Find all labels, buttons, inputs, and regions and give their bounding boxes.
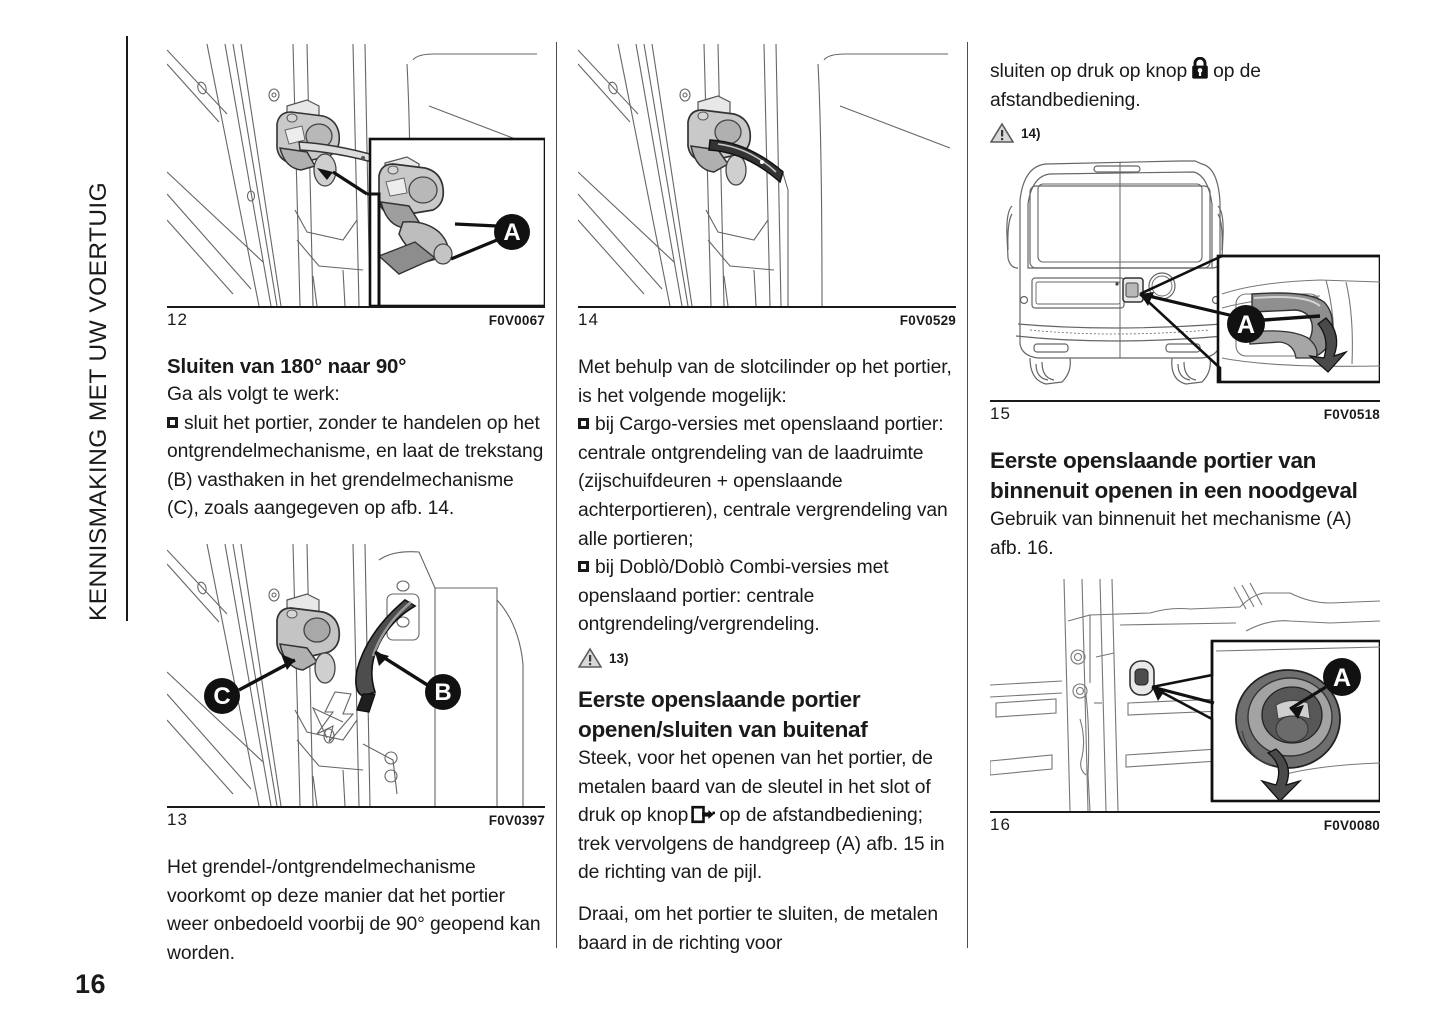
figure-12-caption — [167, 308, 545, 330]
figure-13-svg — [167, 544, 545, 806]
svg-text:B: B — [434, 678, 452, 706]
figure-16-pointer-lines — [1152, 641, 1214, 801]
figure-14-svg — [578, 44, 956, 306]
para-steek-part-b: op de afstandbediening; trek vervolgens de handgreep (A) afb. 15 in de richting van de pijl. — [578, 805, 945, 884]
column-2 — [578, 44, 956, 958]
figure-15-svg — [990, 158, 1380, 400]
para-steek-part-a: Steek, voor het openen van het portier, de metalen baard van de sleutel in het slot of druk op knop — [578, 747, 933, 827]
warning-triangle-icon — [578, 647, 602, 669]
figure-13-number: 13 — [167, 809, 188, 829]
figure-13-artwork — [167, 544, 545, 806]
unlock-tailgate-icon — [691, 805, 716, 824]
column-divider-2 — [967, 42, 968, 948]
svg-text:A: A — [1236, 311, 1256, 340]
figure-14-code: F0V0529 — [899, 313, 956, 328]
latch-assembly-c — [277, 594, 339, 683]
figure-16-number: 16 — [990, 815, 1011, 835]
figure-16-code: F0V0080 — [1323, 818, 1380, 834]
square-bullet-icon — [578, 561, 589, 572]
bullet-doblo-versies — [578, 554, 956, 640]
figure-12-code: F0V0067 — [488, 313, 545, 328]
para-sluiten-op-druk — [990, 57, 1380, 115]
figure-13-direction-arrow — [317, 692, 353, 742]
figure-12-number: 12 — [167, 310, 188, 329]
svg-text:A: A — [1332, 664, 1352, 693]
column-1 — [167, 44, 545, 968]
figure-16-caption — [990, 813, 1380, 835]
padlock-locked-icon — [1190, 57, 1210, 80]
para-steek-voor-openen — [578, 745, 956, 888]
figure-13-callout-c — [204, 654, 295, 714]
footnote-14-row — [990, 122, 1380, 144]
para-gebruik-binnenuit: Gebruik van binnenuit het mechanisme (A) afb. 16. — [990, 509, 1352, 559]
warning-triangle-icon — [990, 122, 1014, 144]
figure-15 — [990, 158, 1380, 424]
figure-15-caption — [990, 402, 1380, 424]
square-bullet-icon — [578, 418, 589, 429]
para-sluiten-part-a: sluiten op druk op knop — [990, 61, 1188, 82]
figure-12-svg — [167, 44, 545, 306]
figure-13 — [167, 544, 545, 830]
para-grendel-ontgrendel: Het grendel-/ontgrendelmechanisme voorkomt op deze manier dat het portier weer onbedoeld voorbij de 90° geopend kan worden. — [167, 856, 541, 964]
heading-sluiten-180-90: Sluiten van 180° naar 90° — [167, 356, 407, 378]
footnote-13-label: 13) — [609, 650, 629, 666]
bullet-doblo-text: bij Doblò/Doblò Combi-versies met openslaand portier: centrale ontgrendeling/vergrendeling. — [578, 557, 889, 636]
figure-16-svg — [990, 579, 1380, 811]
figure-16-detail-inset — [1212, 641, 1380, 801]
figure-12 — [167, 44, 545, 330]
figure-13-caption — [167, 808, 545, 830]
figure-15-artwork — [990, 158, 1380, 400]
para-sluiten-part-b: op de afstandbediening. — [990, 61, 1261, 111]
bullet-cargo-versies — [578, 411, 956, 554]
sidebar-rule — [126, 36, 128, 621]
figure-14-caption — [578, 308, 956, 330]
emergency-release-on-body — [1130, 661, 1154, 695]
figure-13-callout-b — [375, 652, 461, 710]
para-slotcilinder: Met behulp van de slotcilinder op het portier, is het volgende mogelijk: — [578, 357, 952, 407]
figure-13-code: F0V0397 — [488, 812, 545, 828]
latch-assembly-hooked — [688, 96, 783, 185]
figure-15-number: 15 — [990, 404, 1011, 424]
bullet-cargo-text: bij Cargo-versies met openslaand portier: centrale ontgrendeling van de laadruimte (zijschuifdeuren + openslaande achterportieren), centrale vergrendeling van alle portieren; — [578, 414, 948, 550]
bullet-sluit-text: sluit het portier, zonder te handelen op het ontgrendelmechanisme, en laat de trekstang (B) vasthaken in het grendelmechanisme (C), zoals aangegeven op afb. 14. — [167, 412, 544, 520]
figure-14 — [578, 44, 956, 330]
figure-15-code: F0V0518 — [1323, 407, 1380, 423]
van-rear-body — [1007, 161, 1224, 384]
bullet-sluit-het-portier — [167, 410, 545, 524]
figure-12-artwork — [167, 44, 545, 306]
heading-openslaande-buitenaf: Eerste openslaande portier openen/sluiten van buitenaf — [578, 686, 868, 742]
figure-14-number: 14 — [578, 310, 599, 329]
figure-16 — [990, 579, 1380, 835]
column-divider-1 — [556, 42, 557, 948]
column-3 — [990, 44, 1380, 835]
para-ga-als-volgt: Ga als volgt te werk: — [167, 384, 340, 405]
footnote-14-label: 14) — [1021, 126, 1041, 142]
heading-binnenuit-noodgeval: Eerste openslaande portier van binnenuit openen in een noodgeval — [990, 448, 1358, 504]
page-number: 16 — [75, 969, 107, 999]
figure-16-artwork — [990, 579, 1380, 811]
chapter-title: KENNISMAKING MET UW VOERTUIG — [85, 181, 112, 621]
footnote-13-row — [578, 647, 956, 669]
svg-text:C: C — [213, 682, 231, 710]
svg-text:A: A — [503, 219, 521, 246]
figure-14-artwork — [578, 44, 956, 306]
square-bullet-icon — [167, 417, 178, 428]
chapter-sidebar — [78, 36, 138, 636]
para-draai-om-te-sluiten: Draai, om het portier te sluiten, de metalen baard in de richting voor — [578, 903, 938, 954]
